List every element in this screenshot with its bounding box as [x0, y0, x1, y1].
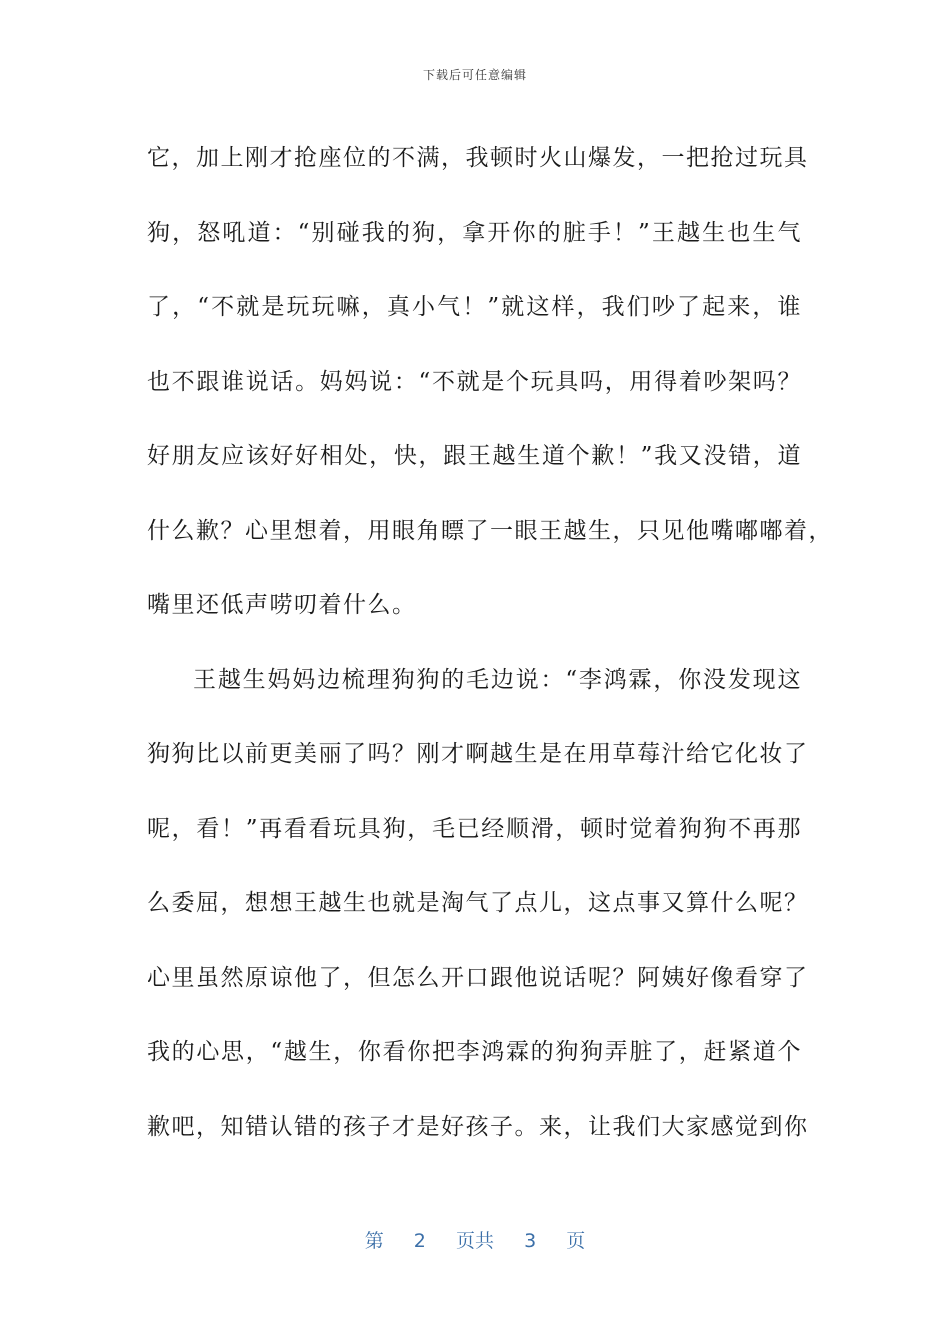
current-page-number: 2 [413, 1230, 426, 1252]
text-line: 什么歉？心里想着，用眼角瞟了一眼王越生，只见他嘴嘟嘟着， [147, 517, 833, 544]
page-footer [0, 1226, 950, 1253]
text-line: 嘴里还低声唠叨着什么。 [147, 592, 417, 618]
document-body [147, 121, 833, 1164]
text-line: 呢，看！”再看看玩具狗，毛已经顺滑，顿时觉着狗狗不再那 [147, 815, 802, 842]
text-line: 了，“不就是玩玩嘛，真小气！”就这样，我们吵了起来，谁 [147, 294, 802, 320]
text-line: 歉吧，知错认错的孩子才是好孩子。来，让我们大家感觉到你 [147, 1113, 809, 1140]
page-label-middle: 页共 [455, 1230, 494, 1252]
text-line: 心里虽然原谅他了，但怎么开口跟他说话呢？阿姨好像看穿了 [147, 964, 809, 991]
text-line: 狗狗比以前更美丽了吗？刚才啊越生是在用草莓汁给它化妆了 [147, 741, 809, 767]
text-line: 它，加上刚才抢座位的不满，我顿时火山爆发，一把抢过玩具 [147, 145, 809, 171]
text-line: 好朋友应该好好相处，快，跟王越生道个歉！”我又没错，道 [147, 443, 802, 469]
total-pages-number: 3 [524, 1230, 537, 1252]
text-line: 么委屈，想想王越生也就是淘气了点儿，这点事又算什么呢？ [147, 890, 809, 916]
text-line: 我的心思，“越生，你看你把李鸿霖的狗狗弄脏了，赶紧道个 [147, 1039, 802, 1065]
header-note: 下载后可任意编辑 [422, 68, 527, 82]
text-line: 也不跟谁说话。妈妈说：“不就是个玩具吗，用得着吵架吗？ [147, 368, 802, 395]
page-label-prefix: 第 [364, 1230, 384, 1252]
text-line: 狗，怒吼道：“别碰我的狗，拿开你的脏手！”王越生也生气 [147, 219, 802, 246]
paragraph-first-line: 王越生妈妈边梳理狗狗的毛边说：“李鸿霖，你没发现这 [193, 666, 802, 693]
page-label-suffix: 页 [566, 1230, 586, 1252]
